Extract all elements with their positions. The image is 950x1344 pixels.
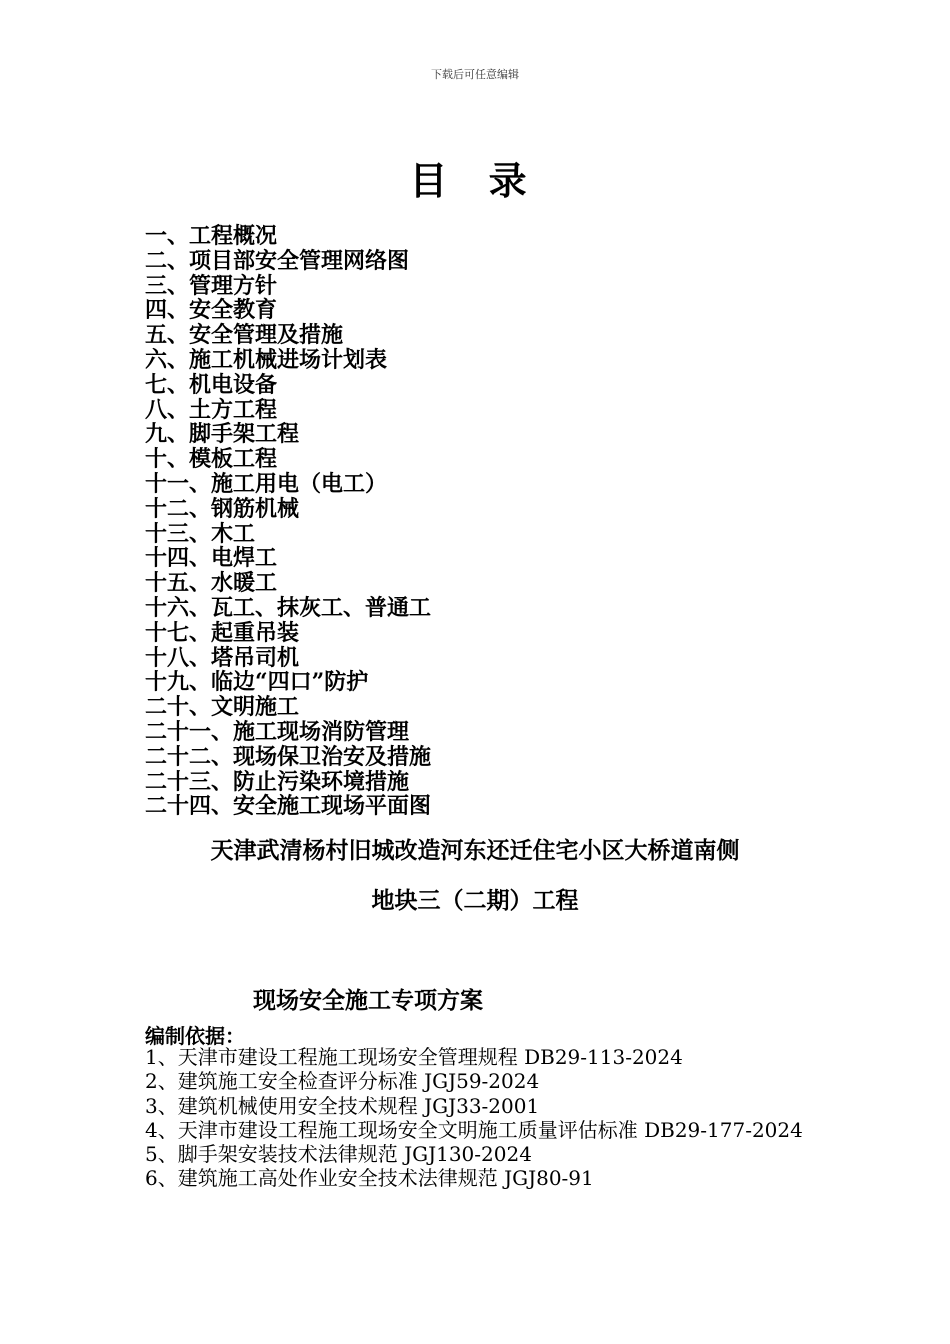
basis-item: 5、脚手架安装技术法律规范 JGJ130-2024	[145, 1142, 532, 1167]
toc-item: 十五、水暖工	[145, 570, 278, 597]
toc-item: 十二、钢筋机械	[145, 495, 300, 522]
toc-item: 二十、文明施工	[145, 694, 300, 721]
toc-item: 八、土方工程	[145, 396, 278, 423]
basis-item: 6、建筑施工高处作业安全技术法律规范 JGJ80-91	[145, 1166, 594, 1191]
toc-item: 二十一、施工现场消防管理	[145, 718, 410, 745]
toc-item: 四、安全教育	[145, 297, 278, 324]
plan-title: 现场安全施工专项方案	[253, 987, 483, 1014]
project-title-line-2: 地块三（二期）工程	[371, 887, 579, 914]
toc-item: 五、安全管理及措施	[145, 322, 344, 349]
toc-item: 九、脚手架工程	[145, 421, 300, 448]
toc-item: 十八、塔吊司机	[145, 644, 300, 671]
basis-list	[145, 1045, 815, 1191]
toc-title: 目 录	[409, 158, 541, 203]
basis-item: 1、天津市建设工程施工现场安全管理规程 DB29-113-2024	[145, 1045, 683, 1069]
basis-label: 编制依据：	[145, 1024, 245, 1048]
basis-item: 2、建筑施工安全检查评分标准 JGJ59-2024	[145, 1069, 540, 1094]
project-title-line-1: 天津武清杨村旧城改造河东还迁住宅小区大桥道南侧	[210, 837, 740, 864]
basis-item: 4、天津市建设工程施工现场安全文明施工质量评估标准 DB29-177-2024	[145, 1117, 803, 1142]
table-of-contents	[145, 224, 431, 819]
toc-item: 七、机电设备	[145, 371, 278, 398]
toc-item: 二十三、防止污染环境措施	[145, 768, 410, 795]
toc-item: 二十二、现场保卫治安及措施	[145, 743, 432, 770]
toc-item: 十一、施工用电（电工）	[145, 470, 388, 497]
toc-item: 十七、起重吊装	[145, 619, 300, 646]
toc-item: 六、施工机械进场计划表	[145, 346, 388, 373]
toc-item: 三、管理方针	[145, 272, 278, 299]
toc-item: 二、项目部安全管理网络图	[145, 247, 410, 274]
toc-item: 十九、临边“四口”防护	[145, 669, 369, 696]
toc-item: 十三、木工	[145, 520, 256, 547]
toc-item: 二十四、安全施工现场平面图	[145, 793, 432, 820]
page-header-note: 下载后可任意编辑	[431, 68, 519, 81]
basis-item: 3、建筑机械使用安全技术规程 JGJ33-2001	[145, 1093, 540, 1118]
toc-item: 十、模板工程	[145, 446, 278, 473]
toc-item: 十四、电焊工	[145, 545, 278, 572]
toc-item: 十六、瓦工、抹灰工、普通工	[145, 594, 432, 621]
toc-item: 一、工程概况	[145, 223, 278, 249]
